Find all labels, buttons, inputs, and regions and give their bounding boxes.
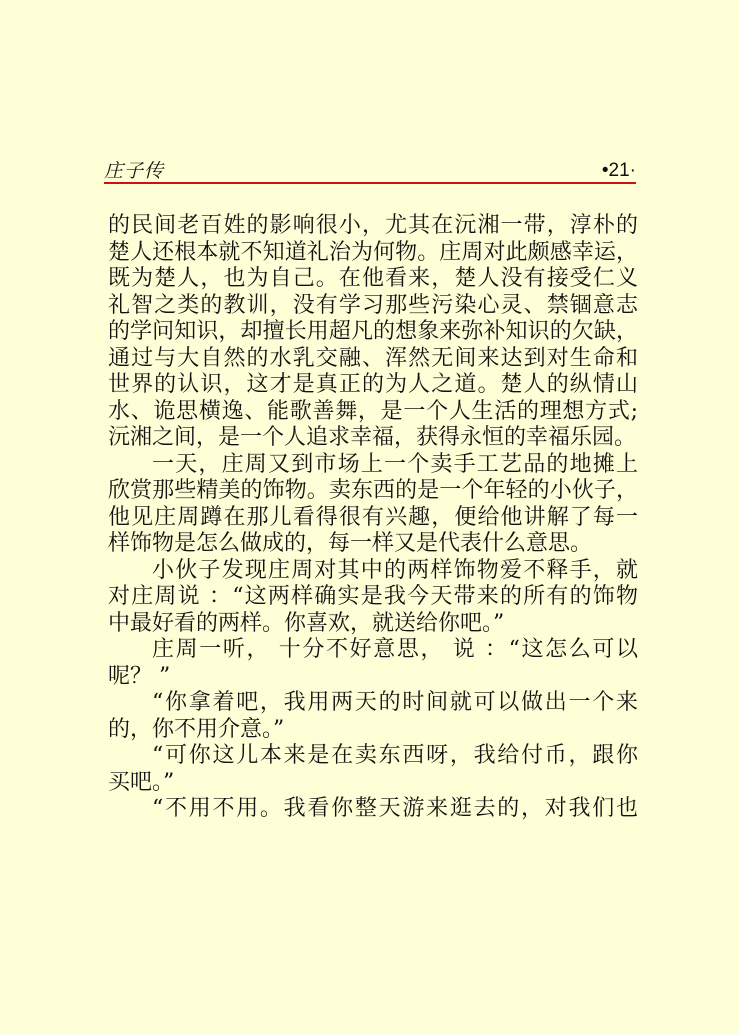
- text-line: 世界的认识，这才是真正的为人之道。楚人的纵情山: [108, 372, 638, 397]
- header-rule: [104, 182, 636, 184]
- text-line: 楚人还根本就不知道礼治为何物。庄周对此颇感幸运，: [108, 239, 638, 265]
- text-line: “不用不用。我看你整天游来逛去的，对我们也: [152, 796, 638, 821]
- text-line: 欣赏那些精美的饰物。卖东西的是一个年轻的小伙子，: [108, 478, 638, 503]
- text-line: 庄周一听， 十分不好意思， 说 ：“这怎么可以: [152, 637, 638, 662]
- text-line: 的民间老百姓的影响很小，尤其在沅湘一带，淳朴的: [108, 213, 638, 238]
- text-line: 他见庄周蹲在那儿看得很有兴趣，便给他讲解了每一: [108, 504, 638, 530]
- running-header: [104, 160, 636, 184]
- book-title: 庄子传: [104, 160, 165, 182]
- text-line: 的学问知识，却擅长用超凡的想象来弥补知识的欠缺，: [108, 319, 638, 344]
- text-line: 呢？ ”: [108, 663, 171, 689]
- text-line: 沅湘之间，是一个人追求幸福，获得永恒的幸福乐园。: [108, 425, 637, 450]
- text-line: 中最好看的两样。你喜欢，就送给你吧。”: [108, 610, 505, 636]
- page-number: •21·: [601, 160, 636, 181]
- text-line: 的，你不用介意。”: [108, 716, 285, 742]
- text-line: 礼智之类的教训，没有学习那些污染心灵、禁锢意志: [108, 292, 638, 318]
- text-line: 既为楚人，也为自己。在他看来，楚人没有接受仁义: [108, 266, 638, 291]
- text-line: “你拿着吧，我用两天的时间就可以做出一个来: [152, 690, 638, 715]
- text-line: 一天，庄周又到市场上一个卖手工艺品的地摊上: [152, 451, 638, 477]
- text-line: 样饰物是怎么做成的，每一样又是代表什么意思。: [108, 531, 593, 556]
- text-line: 通过与大自然的水乳交融、浑然无间来达到对生命和: [108, 345, 638, 371]
- text-line: 小伙子发现庄周对其中的两样饰物爱不释手，就: [152, 557, 638, 583]
- text-line: 水、诡思横逸、能歌善舞，是一个人生活的理想方式;: [108, 398, 638, 424]
- body-text: [108, 213, 638, 823]
- text-line: 对庄周说 ：“这两样确实是我今天带来的所有的饰物: [108, 584, 638, 609]
- text-line: 买吧。”: [108, 769, 175, 795]
- text-line: “可你这儿本来是在卖东西呀，我给付币，跟你: [152, 743, 638, 768]
